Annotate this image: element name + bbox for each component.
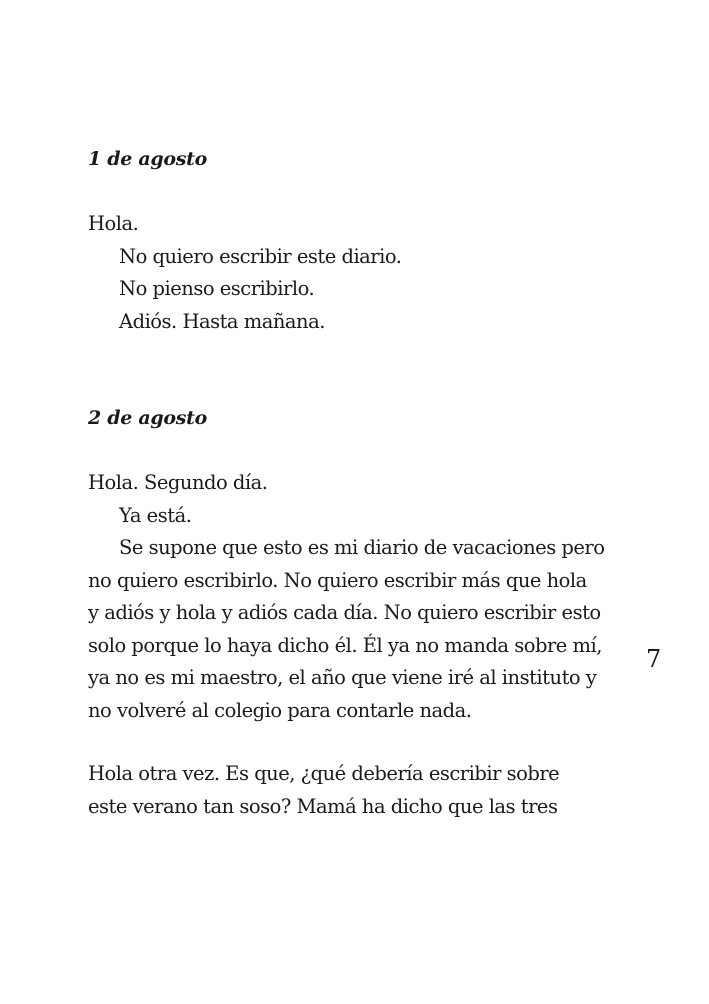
entry-body <box>88 208 603 338</box>
paragraph-line: no quiero escribirlo. No quiero escribir más que hola <box>88 568 587 592</box>
entry-continuation <box>88 758 603 823</box>
paragraph: Ya está. <box>119 503 192 527</box>
paragraph-line: no volveré al colegio para contarle nada. <box>88 698 472 722</box>
entry-body <box>88 467 603 727</box>
paragraph-line: Hola otra vez. Es que, ¿qué debería escribir sobre <box>88 762 560 785</box>
page-number: 7 <box>646 645 662 673</box>
paragraph-line: ya no es mi maestro, el año que viene iré al instituto y <box>88 666 597 689</box>
paragraph-line: y adiós y hola y adiós cada día. No quiero escribir esto <box>88 601 601 624</box>
paragraph-line: Se supone que esto es mi diario de vacaciones pero <box>119 536 605 559</box>
paragraph: Adiós. Hasta mañana. <box>119 309 325 333</box>
paragraph-line: este verano tan soso? Mamá ha dicho que las tres <box>88 794 558 818</box>
paragraph: Hola. <box>88 212 139 235</box>
entry-date-heading: 2 de agosto <box>88 407 207 429</box>
paragraph: Hola. Segundo día. <box>88 471 268 494</box>
paragraph: No pienso escribirlo. <box>119 277 315 300</box>
paragraph: No quiero escribir este diario. <box>119 244 402 268</box>
entry-date-heading: 1 de agosto <box>88 148 207 170</box>
paragraph-line: solo porque lo haya dicho él. Él ya no manda sobre mí, <box>88 633 602 657</box>
